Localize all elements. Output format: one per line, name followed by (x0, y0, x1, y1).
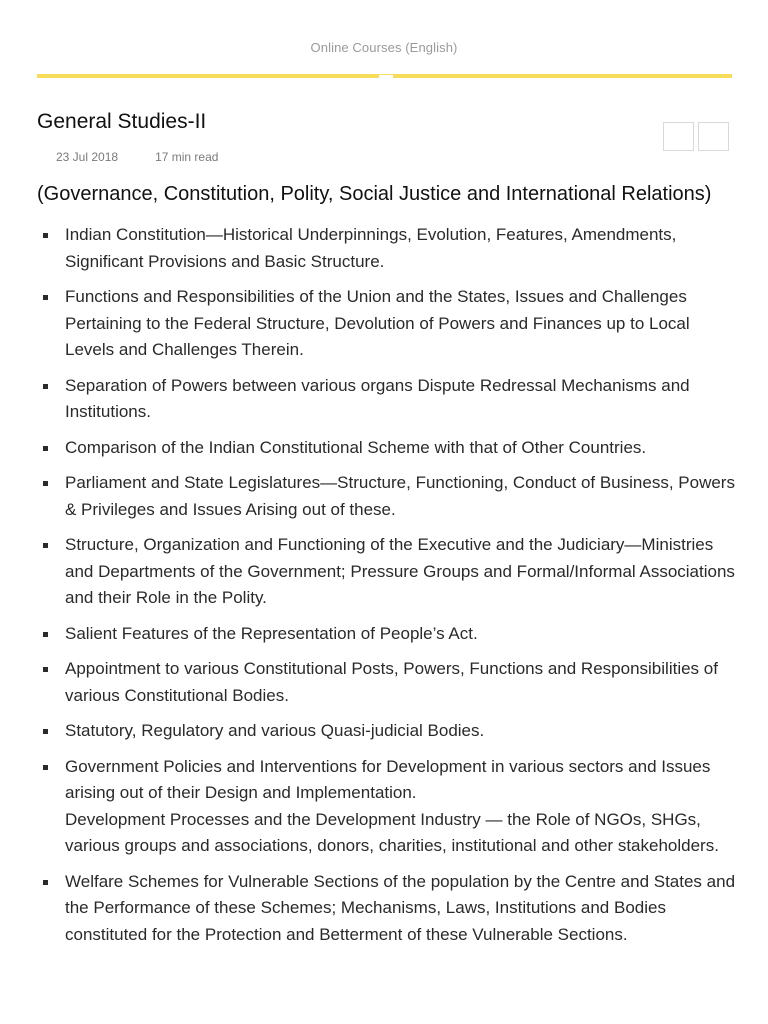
article-meta (56, 150, 218, 164)
share-button-2[interactable] (698, 122, 729, 151)
accent-divider-notch (379, 75, 393, 78)
bullet-icon (43, 543, 48, 548)
bullet-icon (43, 295, 48, 300)
list-item (37, 435, 737, 462)
list-item-text: Separation of Powers between various organs Dispute Redressal Mechanisms and Institutions. (65, 375, 690, 421)
topic-list (37, 222, 737, 957)
list-item-text: Statutory, Regulatory and various Quasi-judicial Bodies. (65, 721, 485, 740)
list-item (37, 869, 737, 949)
bullet-icon (43, 729, 48, 734)
list-item (37, 222, 737, 275)
share-button-1[interactable] (663, 122, 694, 151)
list-item-text: Salient Features of the Representation of People’s Act. (65, 623, 478, 643)
bullet-icon (43, 481, 48, 486)
bullet-icon (43, 233, 48, 238)
list-item (37, 470, 737, 523)
list-item-text: Government Policies and Interventions for Development in various sectors and Issues arising out of their Design and Implementation. (65, 756, 711, 802)
course-category[interactable]: Online Courses (English) (310, 40, 458, 55)
list-item (37, 621, 737, 648)
list-item-text: Comparison of the Indian Constitutional Scheme with that of Other Countries. (65, 437, 647, 457)
page-title: General Studies-II (37, 110, 207, 133)
overlay-fade (640, 920, 696, 980)
list-item (37, 532, 737, 612)
list-item (37, 656, 737, 709)
list-item-text: Parliament and State Legislatures—Structure, Functioning, Conduct of Business, Powers & Privileges and Issues Arising out of these. (65, 473, 735, 519)
list-item-text: Structure, Organization and Functioning of the Executive and the Judiciary—Ministries and Departments of the Government; Pressure Groups and Formal/Informal Associations and their Role in the Polity. (65, 535, 735, 607)
bullet-icon (43, 384, 48, 389)
list-item-text: Indian Constitution—Historical Underpinnings, Evolution, Features, Amendments, Significant Provisions and Basic Structure. (65, 225, 677, 271)
list-item (37, 754, 737, 860)
bullet-icon (43, 880, 48, 885)
list-item (37, 284, 737, 364)
list-item-text: Appointment to various Constitutional Posts, Powers, Functions and Responsibilities of various Constitutional Bodies. (65, 659, 718, 705)
list-item-text: Welfare Schemes for Vulnerable Sections of the population by the Centre and States and the Performance of these Schemes; Mechanisms, Laws, Institutions and Bodies constituted for the Protection and Betterment of these Vulnerable Sections. (65, 871, 736, 944)
share-buttons (663, 122, 729, 151)
read-time: 17 min read (155, 150, 219, 164)
list-item (37, 373, 737, 426)
bullet-icon (43, 765, 48, 770)
list-item-extra-text: Development Processes and the Development Industry — the Role of NGOs, SHGs, various groups and associations, donors, charities, institutional and other stakeholders. (65, 809, 719, 855)
bullet-icon (43, 667, 48, 672)
bullet-icon (43, 632, 48, 637)
publish-date: 23 Jul 2018 (56, 150, 119, 164)
list-item (37, 718, 737, 745)
list-item-text: Functions and Responsibilities of the Union and the States, Issues and Challenges Pertaining to the Federal Structure, Devolution of Powers and Finances up to Local Levels and Challenges Therein. (65, 287, 690, 359)
subtitle: (Governance, Constitution, Polity, Social Justice and International Relations) (37, 183, 712, 205)
bullet-icon (43, 446, 48, 451)
